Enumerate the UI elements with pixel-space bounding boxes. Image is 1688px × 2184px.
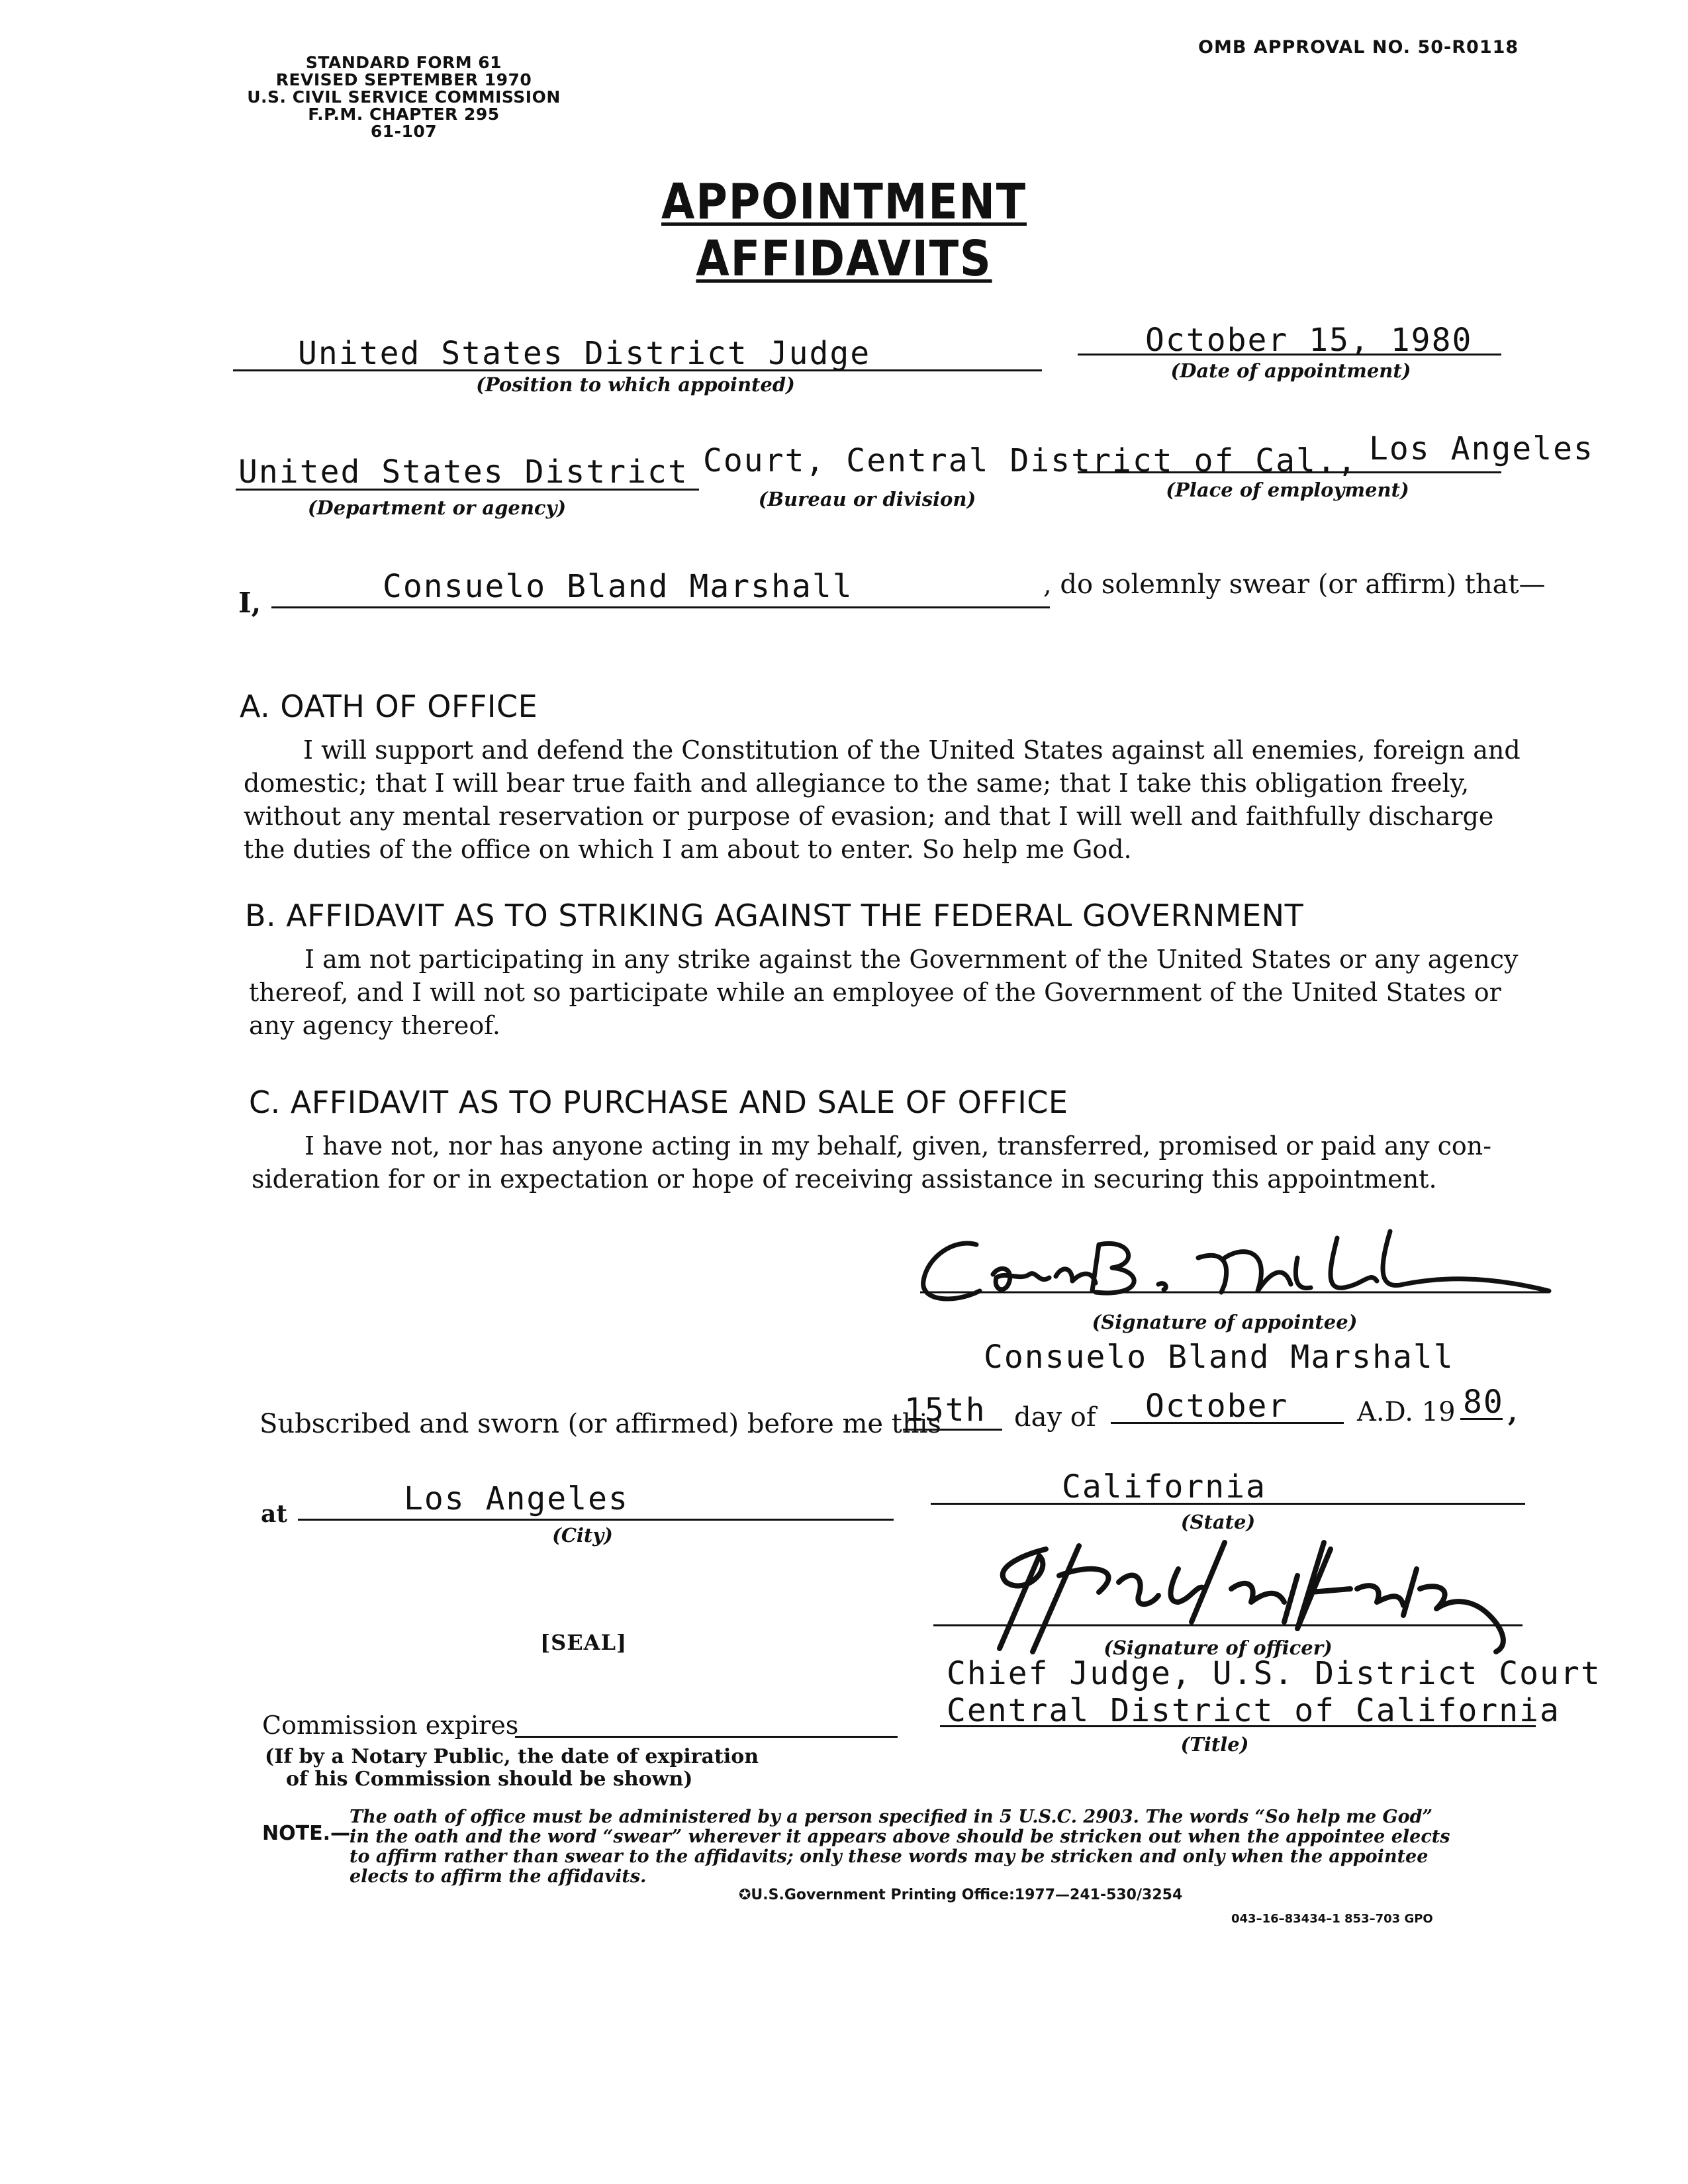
sworn-prefix: Subscribed and sworn (or affirmed) before me this <box>259 1409 941 1439</box>
section-a-line: the duties of the office on which I am about to enter. So help me God. <box>244 835 1132 864</box>
sworn-comma: , <box>1508 1397 1517 1428</box>
name-line <box>271 606 1050 608</box>
position-caption: (Position to which appointed) <box>476 373 795 396</box>
place-value: Los Angeles <box>1369 430 1594 467</box>
note-line: in the oath and the word “swear” wherever it appears above should be stricken out when the appointee elects <box>350 1827 1450 1847</box>
city-line <box>298 1519 894 1521</box>
section-c-line: I have not, nor has anyone acting in my behalf, given, transferred, promised or paid any con- <box>305 1131 1492 1161</box>
swear-text: , do solemnly swear (or affirm) that— <box>1043 569 1546 600</box>
seal-label: [SEAL] <box>540 1630 628 1655</box>
commission-line <box>515 1736 898 1738</box>
printing-office: ✪U.S.Government Printing Office:1977—241-530/3254 <box>739 1887 1183 1903</box>
sworn-year-line <box>1460 1418 1503 1420</box>
sworn-day-of: day of <box>1014 1402 1096 1433</box>
section-c-heading: C. AFFIDAVIT AS TO PURCHASE AND SALE OF OFFICE <box>249 1084 1068 1120</box>
appointee-name-field: Consuelo Bland Marshall <box>383 568 853 605</box>
commission-label: Commission expires <box>262 1711 519 1740</box>
sworn-year: 80 <box>1463 1384 1504 1421</box>
form-header-line: U.S. CIVIL SERVICE COMMISSION <box>247 87 561 107</box>
state-caption: (State) <box>1180 1511 1256 1533</box>
section-a-line: domestic; that I will bear true faith and allegiance to the same; that I take this obligation freely, <box>244 769 1470 798</box>
section-a-text <box>244 734 1541 866</box>
note-line: elects to affirm the affidavits. <box>350 1866 647 1887</box>
commission-note-line-1: (If by a Notary Public, the date of expiration <box>265 1745 759 1768</box>
note-text <box>350 1807 1541 1887</box>
position-line <box>233 369 1042 371</box>
date-line <box>1078 354 1501 356</box>
section-c-line: sideration for or in expectation or hope of receiving assistance in securing this appointment. <box>252 1164 1437 1194</box>
form-header <box>218 54 589 140</box>
city-value: Los Angeles <box>404 1480 629 1517</box>
sworn-ad: A.D. 19 <box>1357 1397 1456 1427</box>
commission-note-line-2: of his Commission should be shown) <box>286 1768 693 1791</box>
section-b-line: thereof, and I will not so participate while an employee of the Government of the United States or <box>249 978 1501 1007</box>
date-value: October 15, 1980 <box>1145 322 1473 359</box>
section-c-text <box>252 1129 1549 1196</box>
place-line <box>1078 471 1501 473</box>
bureau-caption: (Bureau or division) <box>758 488 976 510</box>
state-line <box>931 1503 1525 1505</box>
department-line <box>236 489 699 491</box>
form-header-line: F.P.M. CHAPTER 295 <box>308 105 500 124</box>
appointee-signature-caption: (Signature of appointee) <box>1092 1311 1358 1333</box>
form-header-line: REVISED SEPTEMBER 1970 <box>275 70 532 89</box>
city-caption: (City) <box>552 1524 613 1546</box>
form-header-line: 61-107 <box>370 122 438 141</box>
department-value: United States District <box>238 453 688 491</box>
section-a-line: I will support and defend the Constitution of the United States against all enemies, foreign and <box>303 736 1521 765</box>
section-a-line: without any mental reservation or purpose of evasion; and that I will well and faithfully discharge <box>244 802 1494 831</box>
department-caption: (Department or agency) <box>307 497 567 519</box>
appointee-typed-name: Consuelo Bland Marshall <box>984 1339 1454 1376</box>
place-caption: (Place of employment) <box>1166 479 1409 501</box>
position-value: United States District Judge <box>298 335 871 372</box>
sworn-day-line <box>903 1429 1002 1431</box>
footer-codes: 043–16–83434–1 853–703 GPO <box>1231 1912 1433 1926</box>
appointee-signature <box>914 1218 1562 1317</box>
at-label: at <box>261 1500 287 1528</box>
note-label: NOTE.— <box>262 1822 350 1845</box>
page-title: APPOINTMENT AFFIDAVITS <box>661 173 1027 287</box>
sworn-month-line <box>1111 1422 1344 1424</box>
note-line: to affirm rather than swear to the affidavits; only these words may be stricken and only when the appointee <box>350 1846 1429 1867</box>
section-b-line: I am not participating in any strike against the Government of the United States or any agency <box>305 945 1519 974</box>
officer-title-line-1: Chief Judge, U.S. District Court <box>947 1655 1601 1692</box>
form-header-line: STANDARD FORM 61 <box>305 53 502 72</box>
state-value: California <box>1062 1468 1266 1505</box>
section-b-heading: B. AFFIDAVIT AS TO STRIKING AGAINST THE FEDERAL GOVERNMENT <box>245 898 1304 933</box>
officer-title-caption: (Title) <box>1180 1733 1249 1756</box>
omb-approval: OMB APPROVAL NO. 50-R0118 <box>1198 37 1519 58</box>
sworn-month: October <box>1145 1388 1289 1425</box>
section-a-heading: A. OATH OF OFFICE <box>240 688 538 724</box>
section-b-text <box>249 943 1546 1042</box>
date-caption: (Date of appointment) <box>1170 359 1411 382</box>
note-line: The oath of office must be administered by a person specified in 5 U.S.C. 2903. The words “So help me God” <box>350 1807 1433 1827</box>
sworn-day: 15th <box>904 1392 986 1429</box>
officer-title-line-2: Central District of California <box>947 1692 1560 1729</box>
section-b-line: any agency thereof. <box>249 1011 500 1040</box>
officer-title-line <box>940 1725 1536 1727</box>
bureau-value: Court, Central District of Cal., <box>703 442 1358 479</box>
name-prefix: I, <box>238 587 261 619</box>
officer-signature-caption: (Signature of officer) <box>1103 1637 1333 1659</box>
